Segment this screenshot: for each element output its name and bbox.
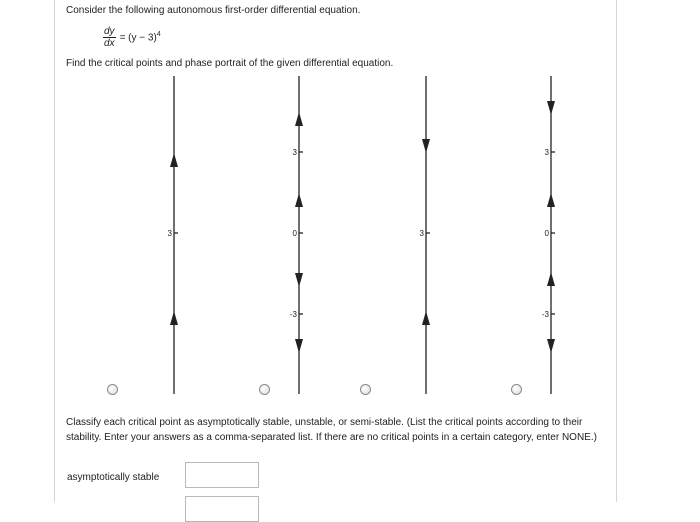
- option-b-arrow-4-down: [295, 339, 303, 353]
- option-d-arrow-4-down: [547, 339, 555, 353]
- option-c-arrow-upper-down: [422, 139, 430, 153]
- option-a-label-3: 3: [167, 229, 172, 238]
- equation-exponent: 4: [156, 31, 161, 39]
- option-d-label-minus-3: -3: [541, 310, 549, 319]
- option-d-arrow-3-up: [547, 272, 555, 286]
- equation-denominator: dx: [104, 38, 115, 49]
- option-b-label-0: 0: [292, 229, 297, 238]
- option-a-arrow-upper-up: [170, 153, 178, 167]
- question-intro: Consider the following autonomous first-order differential equation.: [66, 5, 361, 16]
- radio-option-c[interactable]: [360, 384, 371, 395]
- option-d-arrow-1-down: [547, 101, 555, 115]
- radio-option-b[interactable]: [259, 384, 270, 395]
- option-b-arrow-1-up: [295, 112, 303, 126]
- option-a-arrow-lower-up: [170, 311, 178, 325]
- classification-instructions: Classify each critical point as asymptotically stable, unstable, or semi-stable. (List the critical points according to their stability. Enter your answers as a comma-separated list. If there are no critical points in a certain category, enter NONE.): [66, 417, 597, 443]
- next-answer-input[interactable]: [185, 496, 259, 522]
- option-b-arrow-3-down: [295, 273, 303, 287]
- asymptotically-stable-label: asymptotically stable: [67, 472, 160, 483]
- asymptotically-stable-input[interactable]: [185, 462, 259, 488]
- option-b-label-3: 3: [292, 148, 297, 157]
- equation-rhs-text: = (y − 3): [119, 32, 157, 44]
- radio-option-d[interactable]: [511, 384, 522, 395]
- option-d-arrow-2-up: [547, 193, 555, 207]
- option-b-label-minus-3: -3: [289, 310, 297, 319]
- radio-option-a[interactable]: [107, 384, 118, 395]
- option-d-label-3: 3: [544, 148, 549, 157]
- option-d-label-0: 0: [544, 229, 549, 238]
- equation-numerator: dy: [104, 26, 115, 37]
- question-prompt: Find the critical points and phase portrait of the given differential equation.: [66, 58, 394, 69]
- option-b-arrow-2-up: [295, 193, 303, 207]
- option-c-label-3: 3: [419, 229, 424, 238]
- option-c-arrow-lower-up: [422, 311, 430, 325]
